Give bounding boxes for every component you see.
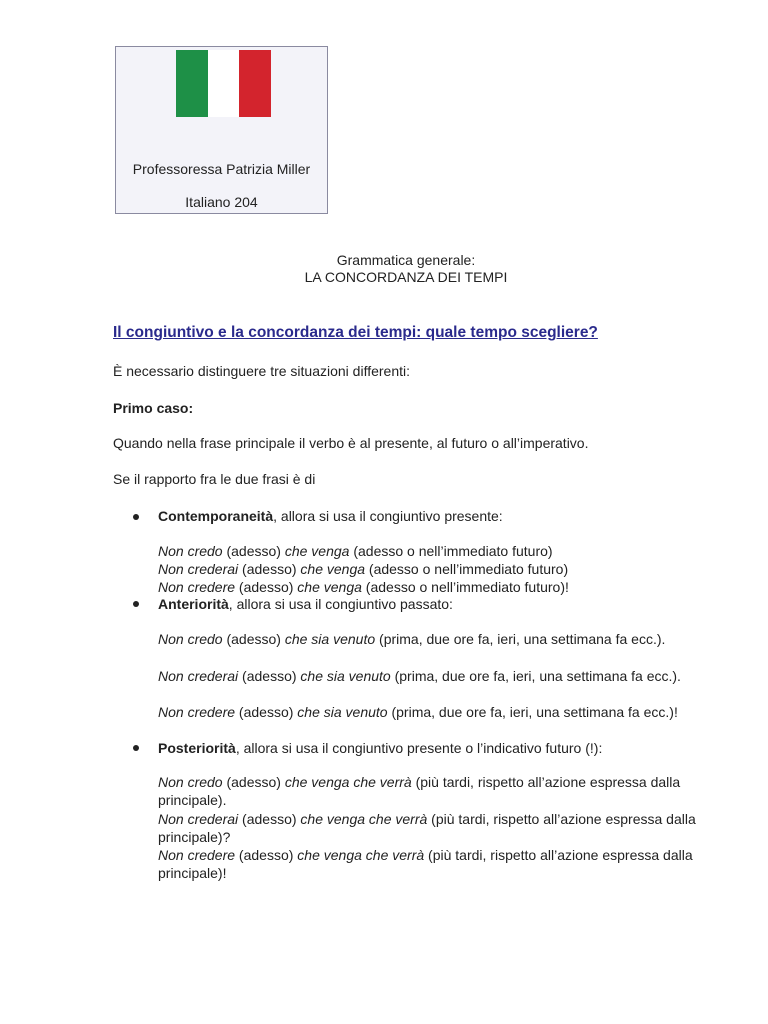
example-italic-segment: Non crederai xyxy=(158,561,239,577)
example-segment: (adesso) xyxy=(238,561,301,577)
example-italic-segment: Non credere xyxy=(158,847,236,863)
case-label: Primo caso: xyxy=(113,400,194,416)
example-segment: (adesso) xyxy=(235,847,298,863)
example-line xyxy=(158,667,703,685)
example-italic-segment: Non crederai xyxy=(158,811,239,827)
example-italic-segment: che venga xyxy=(300,561,366,577)
bullet-icon xyxy=(133,745,139,751)
example-segment: (adesso) xyxy=(235,579,298,595)
example-line xyxy=(158,542,703,560)
example-italic-segment: che venga che verrà xyxy=(300,811,428,827)
example-italic-segment: che sia venuto xyxy=(284,631,376,647)
example-line xyxy=(158,578,703,596)
item-rest: , allora si usa il congiuntivo presente o l’indicativo futuro (!): xyxy=(235,740,603,756)
example-segment: (prima, due ore fa, ieri, una settimana fa ecc.)! xyxy=(387,704,678,720)
example-segment: (prima, due ore fa, ieri, una settimana fa ecc.). xyxy=(375,631,666,647)
intro-text: È necessario distinguere tre situazioni differenti: xyxy=(113,363,411,379)
title-line-1: Grammatica generale: xyxy=(336,252,476,268)
case-text: Quando nella frase principale il verbo è al presente, al futuro o all’imperativo. xyxy=(113,435,589,451)
flag-red-stripe xyxy=(239,50,271,117)
example-italic-segment: Non credo xyxy=(158,774,223,790)
example-italic-segment: Non credo xyxy=(158,631,223,647)
example-segment: (adesso) xyxy=(238,668,301,684)
header-box xyxy=(115,46,328,214)
section-heading-link[interactable]: Il congiuntivo e la concordanza dei tempi: quale tempo scegliere? xyxy=(113,324,598,341)
item-rest: , allora si usa il congiuntivo passato: xyxy=(228,596,453,612)
example-italic-segment: che venga che verrà xyxy=(297,847,425,863)
example-italic-segment: che venga che verrà xyxy=(284,774,412,790)
example-segment: (adesso o nell’immediato futuro) xyxy=(365,561,569,577)
item-term: Posteriorità xyxy=(158,740,236,756)
example-line xyxy=(158,810,703,846)
example-segment: (più tardi, rispetto all’azione espressa dalla principale)! xyxy=(158,847,693,881)
example-segment: (più tardi, rispetto all’azione espressa dalla principale)? xyxy=(158,811,696,845)
flag-white-stripe xyxy=(208,50,240,117)
italian-flag-icon xyxy=(176,50,271,117)
example-italic-segment: che sia venuto xyxy=(297,704,388,720)
example-segment: (adesso) xyxy=(222,631,285,647)
example-italic-segment: Non crederai xyxy=(158,668,239,684)
list-item-anteriorita xyxy=(158,595,453,613)
example-segment: (prima, due ore fa, ieri, una settimana fa ecc.). xyxy=(390,668,681,684)
example-italic-segment: che venga xyxy=(284,543,350,559)
title-line-2: LA CONCORDANZA DEI TEMPI xyxy=(304,269,508,285)
example-segment: (adesso o nell’immediato futuro)! xyxy=(361,579,569,595)
course-name: Italiano 204 xyxy=(185,194,258,210)
example-italic-segment: Non credere xyxy=(158,579,236,595)
list-item-posteriorita xyxy=(158,739,602,757)
example-italic-segment: che venga xyxy=(297,579,362,595)
item-rest: , allora si usa il congiuntivo presente: xyxy=(273,508,503,524)
example-segment: (adesso) xyxy=(222,543,285,559)
bullet-icon xyxy=(133,514,139,520)
item-term: Contemporaneità xyxy=(158,508,274,524)
example-segment: (adesso o nell’immediato futuro) xyxy=(349,543,553,559)
list-item-contemporaneita xyxy=(158,507,503,525)
example-segment: (adesso) xyxy=(238,811,301,827)
example-line xyxy=(158,630,703,648)
bullet-icon xyxy=(133,601,139,607)
example-line xyxy=(158,703,703,721)
example-segment: (adesso) xyxy=(222,774,285,790)
example-segment: (adesso) xyxy=(235,704,298,720)
example-segment: (più tardi, rispetto all’azione espressa dalla principale). xyxy=(158,774,681,808)
example-italic-segment: che sia venuto xyxy=(300,668,391,684)
example-line xyxy=(158,846,703,882)
flag-green-stripe xyxy=(176,50,208,117)
example-line xyxy=(158,560,703,578)
item-term: Anteriorità xyxy=(158,596,229,612)
example-italic-segment: Non credere xyxy=(158,704,236,720)
relation-text: Se il rapporto fra le due frasi è di xyxy=(113,471,316,487)
example-line xyxy=(158,773,703,809)
example-italic-segment: Non credo xyxy=(158,543,223,559)
professor-name: Professoressa Patrizia Miller xyxy=(132,161,311,177)
